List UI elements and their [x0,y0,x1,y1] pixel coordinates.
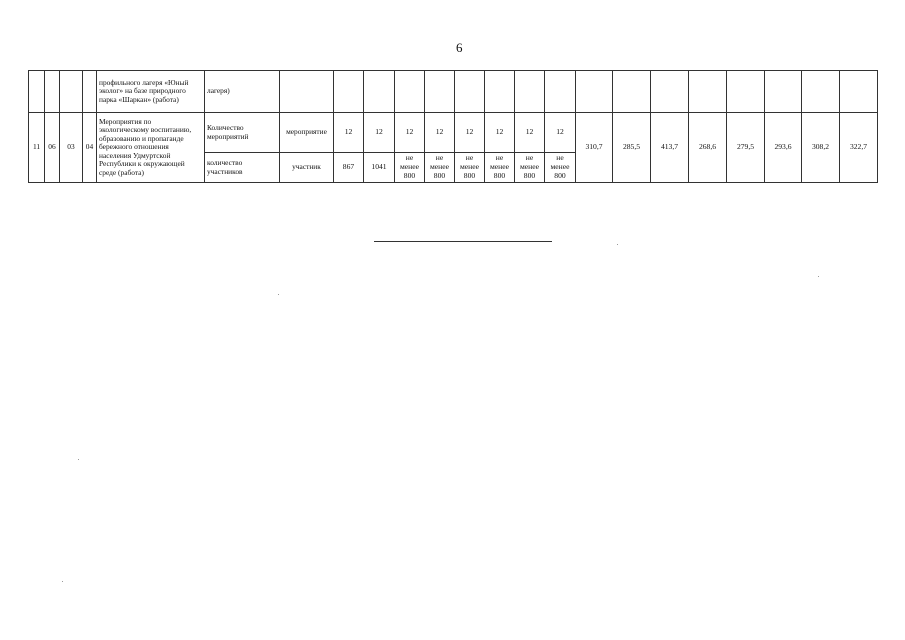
value-cell: не менее 800 [485,153,515,183]
page-number: 6 [456,40,463,55]
unit-cell [280,71,334,113]
value-cell: 12 [425,113,455,153]
signature-line [374,241,552,242]
value-cell: 12 [395,113,425,153]
value-cell: не менее 800 [395,153,425,183]
program-table [28,70,878,183]
amount-cell: 293,6 [765,113,802,183]
amount-cell [651,71,689,113]
value-cell [334,71,364,113]
amount-cell [576,71,613,113]
code-cell [29,71,45,113]
indicator-name: количество участников [205,153,280,183]
value-cell: 12 [455,113,485,153]
amount-cell: 285,5 [613,113,651,183]
amount-cell: 279,5 [727,113,765,183]
amount-cell [802,71,840,113]
amount-cell: 268,6 [689,113,727,183]
amount-cell: 308,2 [802,113,840,183]
value-cell: 867 [334,153,364,183]
unit-cell: мероприятие [280,113,334,153]
indicator-name-continued: лагеря) [205,71,280,113]
value-cell: 12 [334,113,364,153]
amount-cell [613,71,651,113]
code-cell: 06 [45,113,60,183]
event-name: Мероприятия по экологическому воспитанию, образованию и пропаганде бережного отношения населения Удмуртской Республики к окружающей среде (работа) [97,113,205,183]
amount-cell [689,71,727,113]
value-cell [545,71,576,113]
value-cell: не менее 800 [425,153,455,183]
scan-speck [278,294,279,295]
value-cell [515,71,545,113]
value-cell: не менее 800 [545,153,576,183]
scan-speck [818,276,819,277]
indicator-row-events [29,113,878,153]
scan-speck [78,459,79,460]
value-cell: не менее 800 [515,153,545,183]
event-name-continued: профильного лагеря «Юный эколог» на базе природного парка «Шаркан» (работа) [97,71,205,113]
amount-cell [727,71,765,113]
scan-speck [617,244,618,245]
value-cell: 12 [515,113,545,153]
value-cell: 1041 [364,153,395,183]
value-cell: 12 [545,113,576,153]
code-cell [45,71,60,113]
amount-cell: 322,7 [840,113,878,183]
amount-cell [765,71,802,113]
scan-speck [62,581,63,582]
value-cell [395,71,425,113]
amount-cell [840,71,878,113]
amount-cell: 413,7 [651,113,689,183]
amount-cell: 310,7 [576,113,613,183]
value-cell [455,71,485,113]
code-cell: 04 [83,113,97,183]
unit-cell: участник [280,153,334,183]
code-cell: 11 [29,113,45,183]
code-cell [60,71,83,113]
indicator-name: Количество мероприятий [205,113,280,153]
value-cell: не менее 800 [455,153,485,183]
value-cell [364,71,395,113]
code-cell: 03 [60,113,83,183]
code-cell [83,71,97,113]
value-cell: 12 [364,113,395,153]
value-cell [485,71,515,113]
value-cell: 12 [485,113,515,153]
value-cell [425,71,455,113]
continuation-row [29,71,878,113]
